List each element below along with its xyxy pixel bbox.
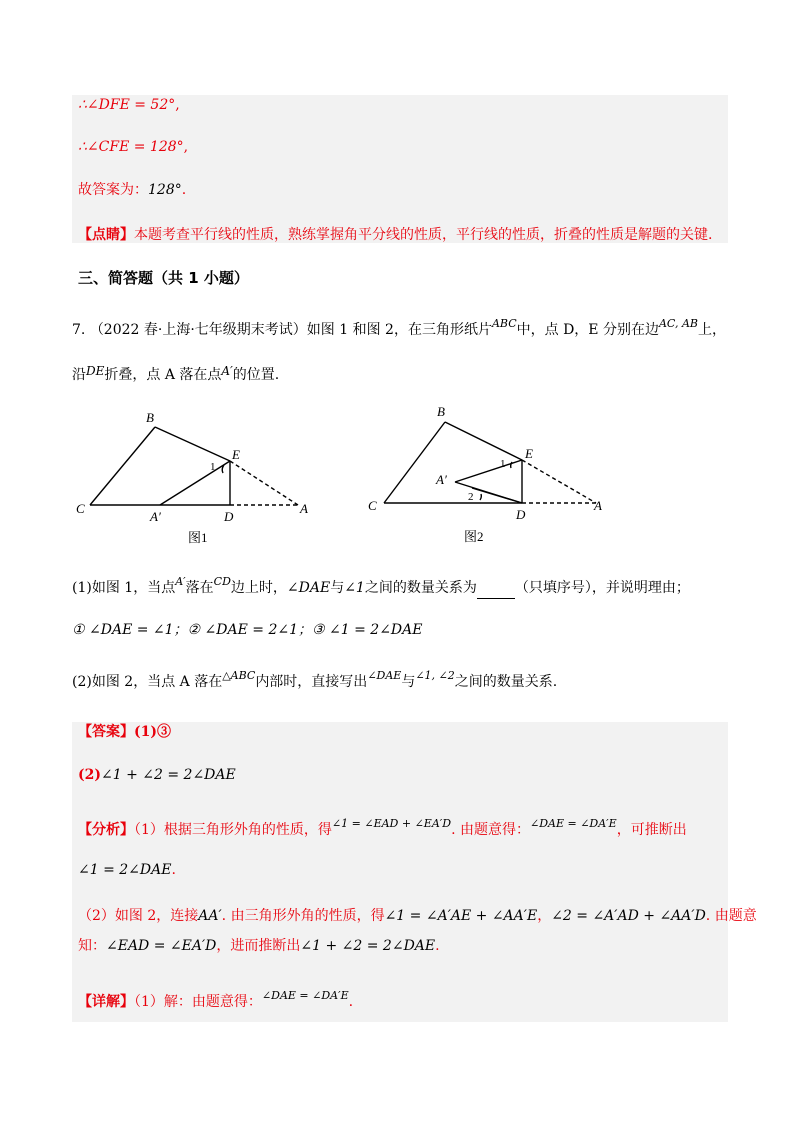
answer-line-1: 【答案】(1)③ <box>78 724 171 740</box>
fig2-label-b: B <box>437 404 445 419</box>
fig2-angle-1-arc <box>511 462 512 468</box>
fig2-label-2: 2 <box>468 491 474 503</box>
fig1-side-be <box>155 427 230 461</box>
fig2-label-a: A <box>594 498 602 513</box>
fig2-label-d: D <box>516 507 526 522</box>
analysis-line-2: ∠1 = 2∠DAE. <box>78 862 176 878</box>
problem-line-2: 沿DE折叠，点 A 落在点A′的位置. <box>72 364 280 383</box>
detail-line: 【详解】（1）解：由题意得：$^{\angle DAE = \angle DA'E}$. <box>78 989 354 1010</box>
fig1-label-c: C <box>76 501 85 516</box>
fig1-label-e: E <box>232 447 240 462</box>
fig2-label-1: 1 <box>500 458 506 470</box>
step-line-cfe: ∴∠CFE = 128°, <box>78 139 189 155</box>
analysis-line-1: 【分析】（1）根据三角形外角的性质，得$^{\angle 1 = \angle EAD + \angle EA'D}$. 由题意得：$^{\angle DAE = \angle DA'E}$，可推断出 <box>78 817 687 838</box>
fig1-fold-eap <box>160 461 230 505</box>
question-2: (2)如图 2，当点 A 落在$^{\triangle ABC}$内部时，直接写出$^{\angle DAE}$与$^{\angle 1, \angle 2}$之间的数量关系. <box>72 669 558 690</box>
answer-blank[interactable] <box>477 584 515 599</box>
fig2-angle-2-arc <box>480 494 481 500</box>
question-1-options: ① ∠DAE = ∠1；② ∠DAE = 2∠1；③ ∠1 = 2∠DAE <box>72 622 423 638</box>
fig2-side-be <box>445 422 522 460</box>
problem-line-1: 7. （2022 春·上海·七年级期末考试）如图 1 和图 2，在三角形纸片$^{ABC}$中，点 D，E 分别在边$^{AC, AB}$上， <box>72 317 726 338</box>
fig1-dash-ea <box>230 461 298 505</box>
fig1-angle-1-arc <box>222 465 224 473</box>
fig1-label-ap: A′ <box>150 509 161 524</box>
fig2-label-c: C <box>368 498 377 513</box>
note-line: 【点睛】本题考查平行线的性质，熟练掌握角平分线的性质，平行线的性质，折叠的性质是解题的关键. <box>78 227 713 243</box>
answer-line-top: 故答案为：128°. <box>78 182 187 198</box>
figure-2 <box>360 400 620 550</box>
analysis-line-3: （2）如图 2，连接AA′. 由三角形外角的性质，得∠1 = ∠A′AE + ∠AA′E，∠2 = ∠A′AD + ∠AA′D. 由题意 <box>78 908 757 924</box>
fig1-label-1: 1 <box>210 461 216 473</box>
fig2-label-e: E <box>525 446 533 461</box>
section-title: 三、简答题（共 1 小题） <box>78 269 249 287</box>
fig1-side-cb <box>90 427 155 505</box>
fig2-side-cb <box>384 422 445 503</box>
fig2-dash-1 <box>472 488 522 503</box>
fig2-caption: 图2 <box>464 529 484 544</box>
fig1-caption: 图1 <box>188 530 208 545</box>
fig1-label-a: A <box>300 501 308 516</box>
fig1-label-b: B <box>146 410 154 425</box>
answer-line-2: (2)∠1 + ∠2 = 2∠DAE <box>78 767 236 783</box>
step-line-dfe: ∴∠DFE = 52°, <box>78 97 180 113</box>
fig2-dash-ea <box>522 460 596 503</box>
question-1: (1)如图 1，当点$^{A'}$落在$^{CD}$边上时，∠DAE与∠1之间的数量关系为 （只填序号），并说明理由； <box>72 578 690 599</box>
analysis-line-4: 知：∠EAD = ∠EA′D，进而推断出∠1 + ∠2 = 2∠DAE. <box>78 938 440 954</box>
fig2-label-ap: A′ <box>436 472 447 487</box>
figure-1 <box>70 405 330 550</box>
solution-block-top <box>72 95 728 243</box>
fig1-label-d: D <box>224 509 234 524</box>
